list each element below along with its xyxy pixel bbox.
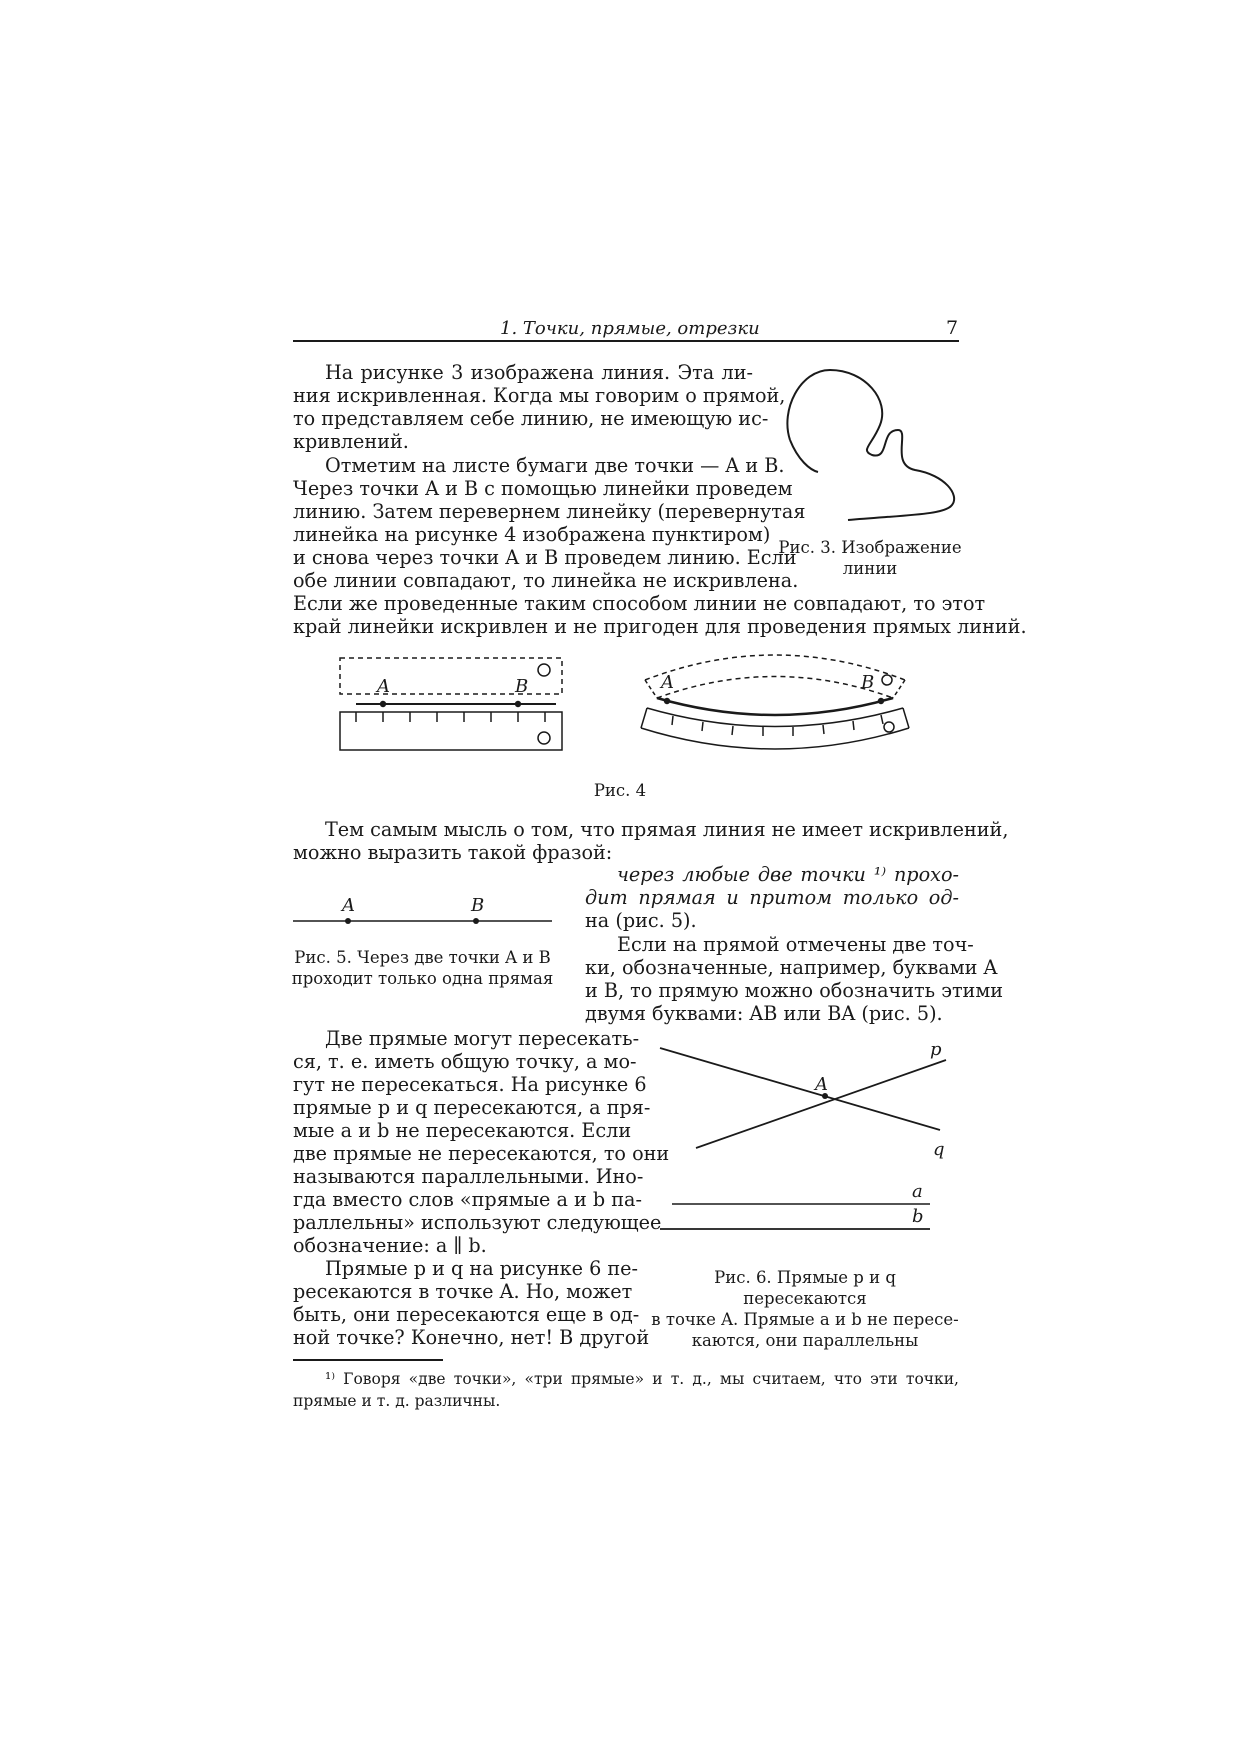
- text-line: Прямые p и q на рисунке 6 пе-: [325, 1257, 639, 1280]
- text-line: называются параллельными. Ино-: [293, 1165, 644, 1188]
- text-line: На рисунке 3 изображена линия. Эта ли-: [325, 361, 753, 384]
- paragraph-3: [293, 818, 1009, 864]
- caption-line: Рис. 3. Изображение: [778, 538, 962, 557]
- label-b: b: [912, 1206, 924, 1227]
- text-line: линию. Затем перевернем линейку (перевернутая: [293, 500, 806, 523]
- figure-4-curved-ruler: [635, 650, 915, 760]
- text-line: Две прямые могут пересекать-: [325, 1027, 640, 1050]
- label-q: q: [933, 1139, 945, 1160]
- text-line: прямые p и q пересекаются, а пря-: [293, 1096, 651, 1119]
- text-line: обе линии совпадают, то линейка не искривлена.: [293, 569, 799, 592]
- caption-line: каются, они параллельны: [691, 1331, 919, 1350]
- figure-6-lines: [650, 1030, 960, 1250]
- text-line: и B, то прямую можно обозначить этими: [585, 979, 1004, 1002]
- paragraph-2: [293, 454, 806, 592]
- text-line: гда вместо слов «прямые a и b па-: [293, 1188, 642, 1211]
- paragraph-1: [293, 361, 786, 453]
- text-line: на (рис. 5).: [585, 909, 697, 932]
- caption-line: в точке A. Прямые a и b не пересе-: [651, 1310, 959, 1329]
- text-line: через любые две точки ¹⁾ прохо-: [617, 863, 959, 886]
- figure-5-line: [290, 888, 560, 938]
- text-line: Если на прямой отмечены две точ-: [617, 933, 974, 956]
- header-rule: [293, 340, 959, 342]
- label-point-a: A: [815, 1074, 828, 1095]
- text-line: мые a и b не пересекаются. Если: [293, 1119, 632, 1142]
- text-line: быть, они пересекаются еще в од-: [293, 1303, 640, 1326]
- page-number: 7: [946, 317, 959, 339]
- figure-4-caption: Рис. 4: [593, 781, 647, 800]
- text-line: обозначение: a ∥ b.: [293, 1234, 487, 1257]
- key-phrase: [585, 863, 959, 932]
- text-line: Через точки A и B с помощью линейки проведем: [293, 477, 793, 500]
- text-line: ресекаются в точке A. Но, может: [293, 1280, 633, 1303]
- label-a: A: [342, 895, 355, 916]
- label-p: p: [930, 1039, 942, 1060]
- text-line: ния искривленная. Когда мы говорим о прямой,: [293, 384, 786, 407]
- label-a: A: [661, 672, 674, 693]
- figure-4-straight-ruler: [330, 650, 570, 760]
- text-line: ной точке? Конечно, нет! В другой: [293, 1326, 650, 1349]
- text-line: край линейки искривлен и не пригоден для проведения прямых линий.: [293, 615, 1027, 638]
- text-line: кривлений.: [293, 430, 409, 453]
- text-line: гут не пересекаться. На рисунке 6: [293, 1073, 647, 1096]
- text-line: можно выразить такой фразой:: [293, 841, 613, 864]
- label-a: a: [912, 1181, 923, 1202]
- text-line: Если же проведенные таким способом линии не совпадают, то этот: [293, 592, 986, 615]
- text-line: то представляем себе линию, не имеющую ис-: [293, 407, 769, 430]
- paragraph-5: [293, 1027, 670, 1257]
- text-line: раллельны» используют следующее: [293, 1211, 662, 1234]
- text-line: Отметим на листе бумаги две точки — A и B.: [325, 454, 785, 477]
- figure-3-curve: [780, 360, 960, 530]
- footnote-rule: [293, 1359, 443, 1361]
- running-header-title: 1. Точки, прямые, отрезки: [500, 318, 760, 339]
- label-b: B: [515, 676, 529, 697]
- text-line: ки, обозначенные, например, буквами A: [585, 956, 998, 979]
- label-b: B: [471, 895, 485, 916]
- text-line: ся, т. е. иметь общую точку, а мо-: [293, 1050, 637, 1073]
- caption-line: Рис. 5. Через две точки A и B: [294, 948, 551, 967]
- text-line: линейка на рисунке 4 изображена пунктиром): [293, 523, 771, 546]
- text-line: дит прямая и притом только од-: [585, 886, 959, 909]
- text-line: и снова через точки A и B проведем линию. Если: [293, 546, 797, 569]
- label-b: B: [861, 672, 875, 693]
- caption-line: линии: [842, 559, 898, 578]
- paragraph-4: [585, 933, 1004, 1025]
- text-line: Тем самым мысль о том, что прямая линия не имеет искривлений,: [325, 818, 1009, 841]
- text-line: две прямые не пересекаются, то они: [293, 1142, 670, 1165]
- caption-line: проходит только одна прямая: [291, 969, 554, 988]
- paragraph-2-continued: [293, 592, 1027, 638]
- figure-6-caption: [650, 1267, 960, 1351]
- footnote: [293, 1368, 959, 1412]
- figure-5-caption: [285, 947, 560, 989]
- figure-3-caption: [775, 537, 965, 579]
- label-a: A: [377, 676, 390, 697]
- footnote-line: прямые и т. д. различны.: [293, 1392, 501, 1410]
- footnote-line: ¹⁾ Говоря «две точки», «три прямые» и т. д., мы считаем, что эти точки,: [325, 1370, 959, 1388]
- text-line: двумя буквами: AB или BA (рис. 5).: [585, 1002, 943, 1025]
- caption-line: Рис. 6. Прямые p и q пересекаются: [714, 1268, 896, 1308]
- paragraph-6: [293, 1257, 650, 1349]
